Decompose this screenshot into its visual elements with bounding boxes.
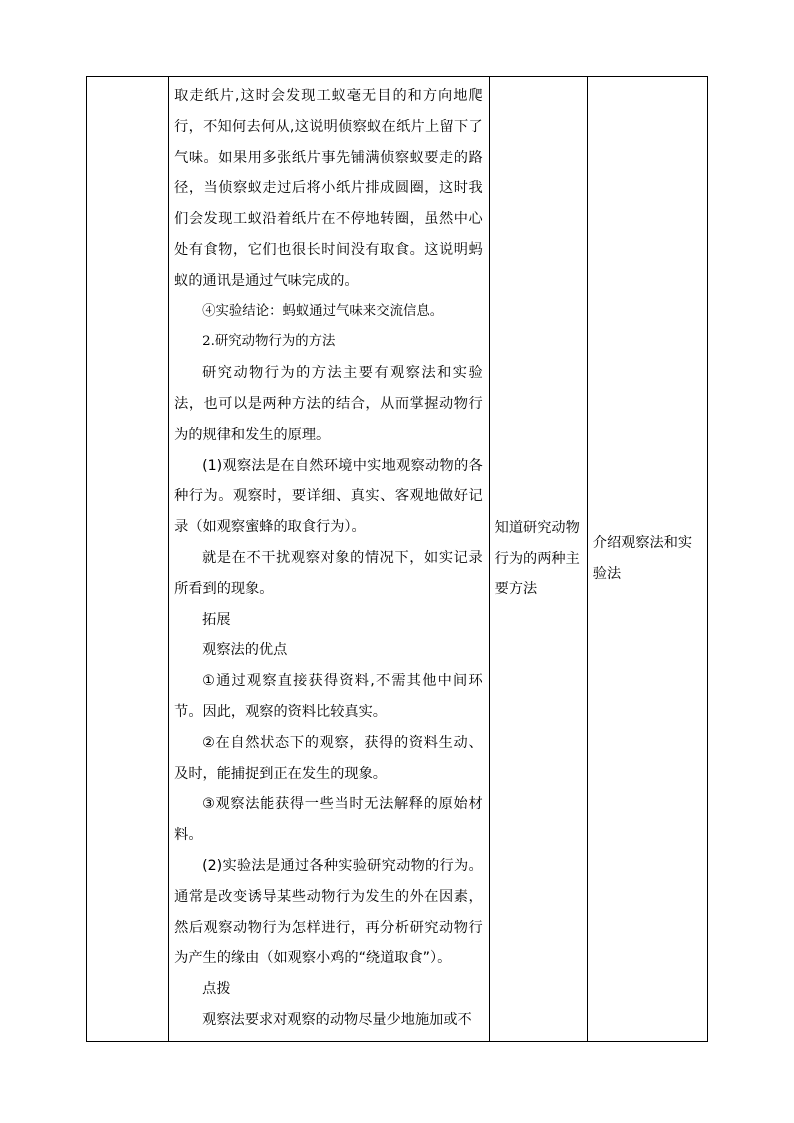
content-paragraphs	[174, 81, 483, 1036]
student-activity-cell	[489, 77, 587, 1042]
table-row	[87, 77, 708, 1042]
paragraph: ①通过观察直接获得资料,不需其他中间环节。因此，观察的资料比较真实。	[174, 673, 483, 720]
content-cell	[169, 77, 490, 1042]
paragraph: ③观察法能获得一些当时无法解释的原始材料。	[174, 796, 483, 844]
paragraph: ④实验结论：蚂蚁通过气味来交流信息。	[202, 303, 444, 319]
paragraph: 取走纸片,这时会发现工蚁毫无目的和方向地爬行，不知何去何从,这说明侦察蚁在纸片上留下了气味。如果用多张纸片事先铺满侦察蚁要走的路径，当侦察蚁走过后将小纸片排成圆圈，这时我们会发现工蚁沿着纸片在不停地转圈，虽然中心处有食物，它们也很长时间没有取食。这说明蚂蚁的通讯是通过气味完成的。	[174, 88, 483, 289]
teacher-activity-cell	[587, 77, 707, 1042]
paragraph: 就是在不干扰观察对象的情况下，如实记录所看到的现象。	[174, 549, 483, 597]
paragraph: 拓展	[202, 611, 231, 628]
paragraph: 观察法要求对观察的动物尽量少地施加或不	[202, 1011, 472, 1028]
paragraph: (2)实验法是通过各种实验研究动物的行为。通常是改变诱导某些动物行为发生的外在因素，然后观察动物行为怎样进行，再分析研究动物行为产生的缘由（如观察小鸡的“绕道取食”）。	[174, 857, 483, 967]
student-activity-text: 知道研究动物行为的两种主要方法	[494, 519, 580, 598]
paragraph: 研究动物行为的方法主要有观察法和实验法，也可以是两种方法的结合，从而掌握动物行为的规律和发生的原理。	[174, 365, 483, 443]
paragraph: 2.研究动物行为的方法	[202, 334, 336, 350]
lesson-table	[86, 76, 708, 1042]
paragraph: 点拨	[202, 981, 231, 998]
paragraph: ②在自然状态下的观察，获得的资料生动、及时，能捕捉到正在发生的现象。	[174, 734, 483, 782]
empty-column-cell	[87, 77, 169, 1042]
paragraph: 观察法的优点	[202, 642, 288, 659]
paragraph: (1)观察法是在自然环境中实地观察动物的各种行为。观察时，要详细、真实、客观地做好记录（如观察蜜蜂的取食行为）。	[174, 457, 483, 536]
teacher-activity-text: 介绍观察法和实验法	[592, 535, 693, 582]
